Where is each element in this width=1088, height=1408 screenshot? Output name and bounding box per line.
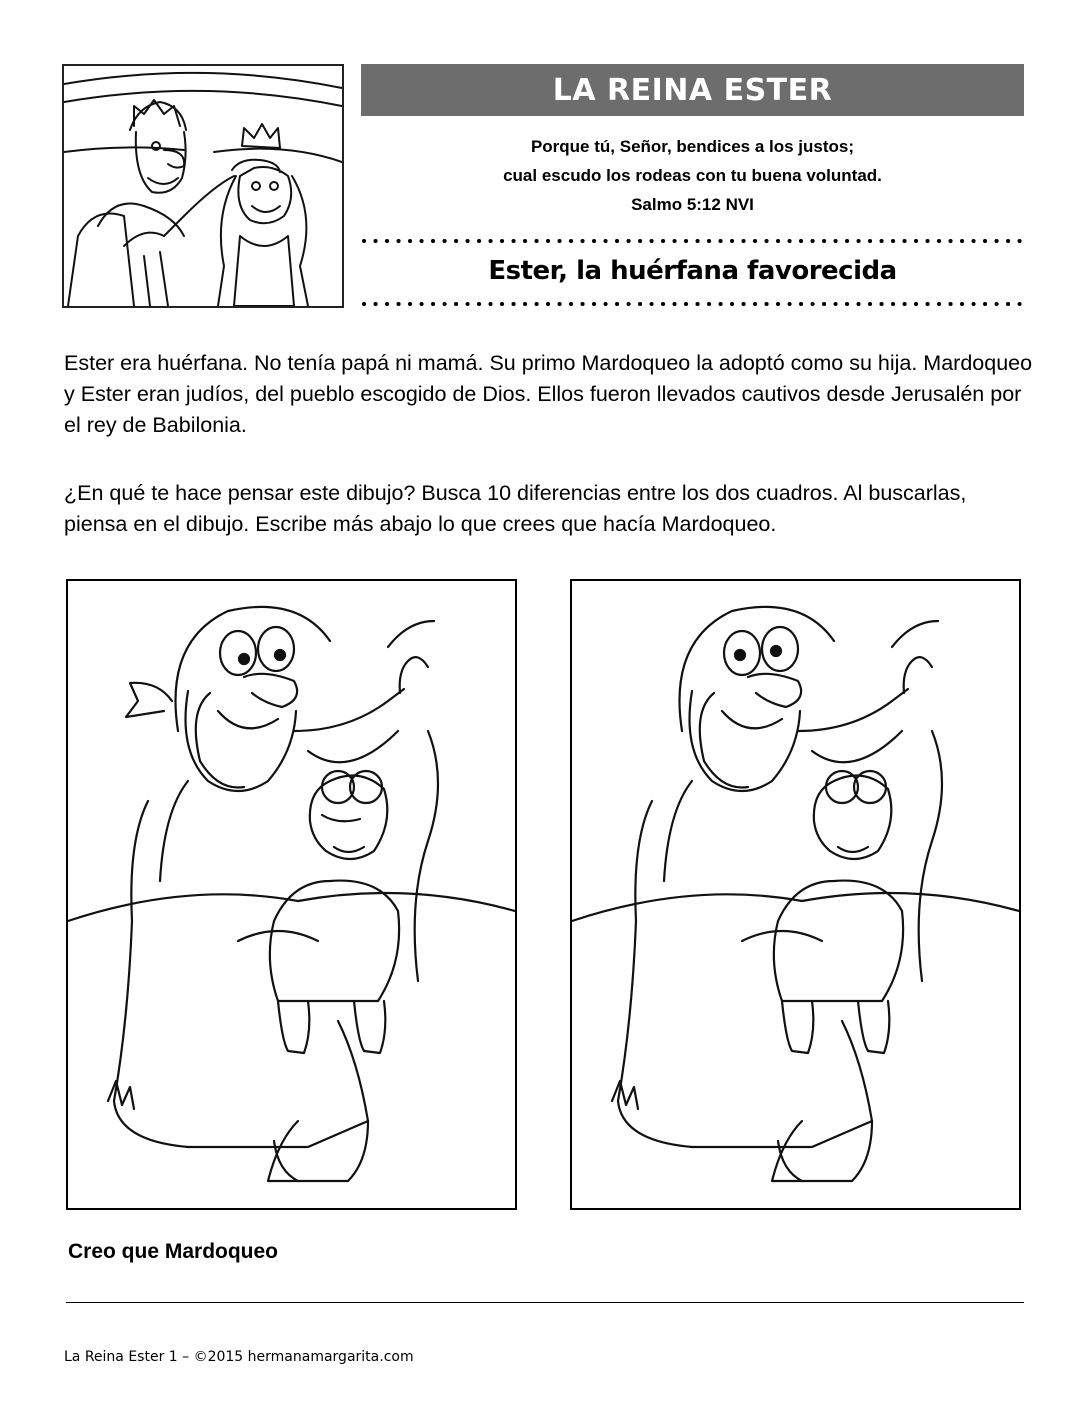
instructions-paragraph: ¿En qué te hace pensar este dibujo? Busca 10 diferencias entre los dos cuadros. Al buscarlas, piensa en el dibujo. Escribe más abajo lo que crees que hacía Mardoqueo. [64, 481, 967, 536]
footer-credit: La Reina Ester 1 – ©2015 hermanamargarita.com [64, 1349, 414, 1365]
bible-verse [361, 132, 1024, 219]
dotted-divider-top [361, 238, 1024, 244]
difference-picture-left [66, 579, 517, 1210]
mordecai-esther-drawing-left [68, 581, 515, 1208]
title-bar [361, 64, 1024, 116]
king-crowning-esther-drawing [64, 66, 342, 306]
answer-prompt: Creo que Mardoqueo [68, 1240, 279, 1263]
dotted-divider-bottom [361, 301, 1024, 307]
difference-picture-right [570, 579, 1021, 1210]
lesson-subtitle: Ester, la huérfana favorecida [488, 256, 897, 286]
mordecai-esther-drawing-right [572, 581, 1019, 1208]
verse-line: cual escudo los rodeas con tu buena voluntad. [503, 166, 882, 185]
answer-writing-line[interactable] [66, 1302, 1024, 1303]
page-title: LA REINA ESTER [552, 72, 833, 108]
king-crowning-esther-illustration [62, 64, 344, 308]
verse-line: Porque tú, Señor, bendices a los justos; [530, 137, 855, 156]
verse-reference: Salmo 5:12 NVI [631, 195, 754, 214]
story-paragraph: Ester era huérfana. No tenía papá ni mamá. Su primo Mardoqueo la adoptó como su hija. Mardoqueo y Ester eran judíos, del pueblo escogido de Dios. Ellos fueron llevados cautivos desde Jerusalén por el rey de Babilonia. [64, 351, 1033, 437]
